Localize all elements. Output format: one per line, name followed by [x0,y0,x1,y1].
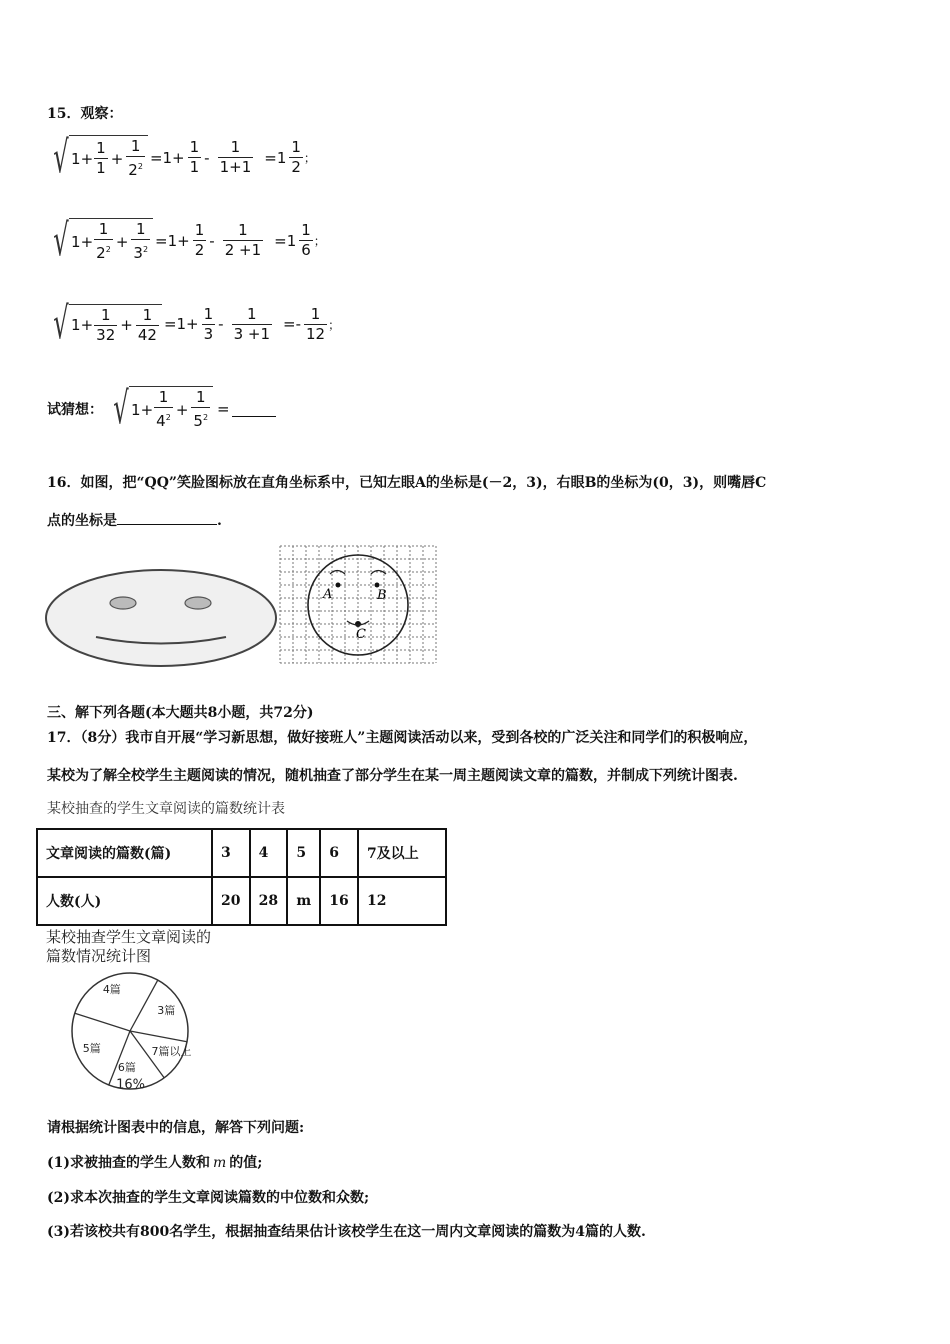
left-eye [110,597,136,609]
q15-guess: 试猜想： √ 1+ $\frac{1}{4^2}$ + $\frac{1}{5^2}$ = [47,386,276,431]
q15-equation-1: √ 1+ $\frac{1}{1}$ + $\frac{1}{2^2}$ =1+ $\frac{1}{1}$ - $\frac{1}{1+1}$ =1 $\frac{1}{2}$ ； [53,131,316,183]
q16-line1: 16．如图，把“QQ”笑脸图标放在直角坐标系中，已知左眼A的坐标是(－2，3)，右眼B的坐标为(0，3)，则嘴唇C [47,475,767,491]
table-cell: 6 [320,829,358,877]
pie-label-5: 7篇以上 [151,1045,192,1059]
q17-sub2: (2)求本次抽查的学生文章阅读篇数的中位数和众数; [47,1190,370,1206]
point-a [336,583,341,588]
face-outline [46,570,276,666]
pie-percent-label: 16% [116,1077,145,1092]
stats-table [36,828,447,926]
pie-label-4: 6篇 [117,1060,136,1074]
table-cell: 人数(人) [37,877,212,925]
q17-intro: 请根据统计图表中的信息，解答下列问题: [47,1120,305,1136]
table-title: 某校抽查的学生文章阅读的篇数统计表 [47,801,285,817]
table-cell: 4 [250,829,288,877]
pie-label-1: 3篇 [157,1004,176,1018]
pie-label-2: 4篇 [102,982,121,996]
q17-sub1: (1)求被抽查的学生人数和 m 的值; [47,1155,263,1171]
pie-chart [60,970,210,1092]
coordinate-grid [280,546,436,663]
table-cell: 7及以上 [358,829,446,877]
answer-blank[interactable] [232,400,276,417]
table-cell: 16 [320,877,358,925]
table-cell: 20 [212,877,250,925]
label-a: A [323,587,333,602]
q17-line1: 17．（8分）我市自开展“学习新思想，做好接班人”主题阅读活动以来，受到各校的广泛关注和同学们的积极响应， [47,730,758,746]
table-row [37,829,446,877]
grid-smiley-figure [279,545,437,665]
pie-title: 某校抽查学生文章阅读的 篇数情况统计图 [46,928,212,965]
q15-label: 15．观察： [47,106,123,122]
q17-sub3: (3)若该校共有800名学生，根据抽查结果估计该校学生在这一周内文章阅读的篇数为4篇的人数. [47,1224,646,1240]
q15-equation-2: √ 1+ $\frac{1}{2^2}$ + $\frac{1}{3^2}$ =1+ $\frac{1}{2}$ - $\frac{1}{2 +1}$ =1 $\frac{1}{6}$ ； [53,214,326,266]
table-cell: 3 [212,829,250,877]
qq-smiley-figure [44,568,280,670]
label-b: B [377,588,387,603]
right-eye [185,597,211,609]
table-cell: 文章阅读的篇数(篇) [37,829,212,877]
q17-line2: 某校为了解全校学生主题阅读的情况，随机抽查了部分学生在某一周主题阅读文章的篇数，并制成下列统计图表. [47,768,738,784]
answer-blank[interactable] [117,510,217,525]
q15-equation-3: √ 1+ $\frac{1}{32}$ + $\frac{1}{42}$ =1+ $\frac{1}{3}$ - $\frac{1}{3 +1}$ =- $\frac{1}{12}$ ； [53,298,341,349]
q16-line2: 点的坐标是 . [47,510,222,530]
table-cell: 12 [358,877,446,925]
table-row [37,877,446,925]
label-c: C [356,627,366,642]
table-cell: 28 [250,877,288,925]
pie-label-3: 5篇 [82,1041,101,1055]
table-cell: 5 [287,829,320,877]
table-cell: m [287,877,320,925]
section3-title: 三、解下列各题(本大题共8小题，共72分) [47,705,314,721]
point-b [375,583,380,588]
